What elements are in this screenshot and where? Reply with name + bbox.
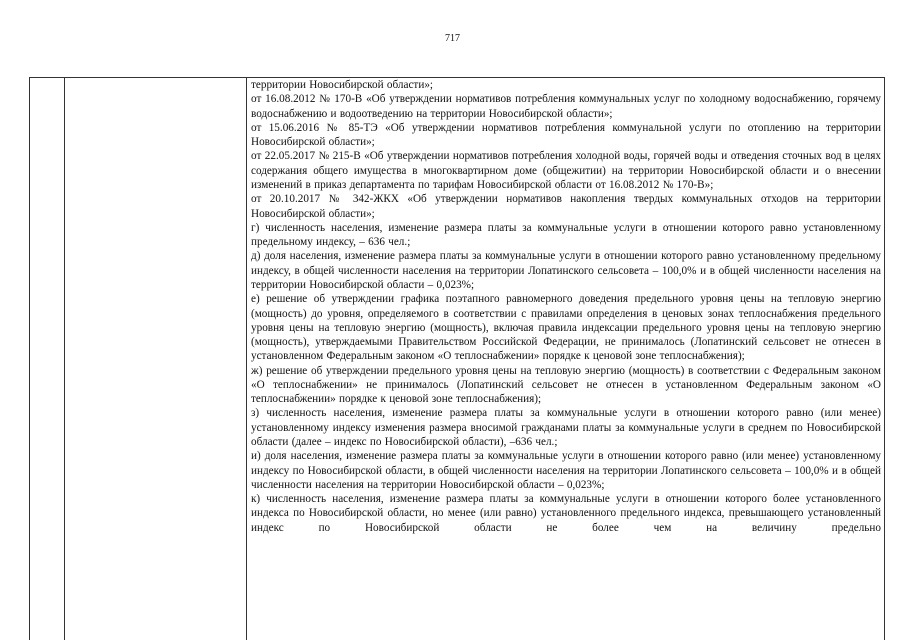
paragraph: от 15.06.2016 № 85-ТЭ «Об утверждении нормативов потребления коммунальной услуги по отоплению на территории Новосибирской области»; xyxy=(251,121,881,149)
paragraph: к) численность населения, изменение размера платы за коммунальные услуги в отношении которого более установленного индекса по Новосибирской области, но менее (или равно) установленного предельного индекса, превышающего установленный индекс по Новосибирской области не более чем на величину предельно xyxy=(251,493,881,534)
table-row xyxy=(30,78,885,640)
content-cell xyxy=(247,78,885,640)
paragraph: ж) решение об утверждении предельного уровня цены на тепловую энергию (мощность) в соответствии с Федеральным законом «О теплоснабжении» не принималось (Лопатинский сельсовет не отнесен в установленном Федеральным законом «О теплоснабжении» порядке к ценовой зоне теплоснабжения); xyxy=(251,364,881,406)
document-table xyxy=(29,77,885,640)
paragraph: е) решение об утверждении графика поэтапного равномерного доведения предельного уровня цены на тепловую энергию (мощность) до уровня, определяемого в соответствии с правилами определения в ценовых зонах теплоснабжения предельного уровня цены на тепловую энергию (мощность), включая правила индексации предельного уровня цены на тепловую энергию (мощность), утверждаемыми Правительством Российской Федерации, не принималось (Лопатинский сельсовет не отнесен в установленном Федеральным законом «О теплоснабжении» порядке к ценовой зоне теплоснабжения); xyxy=(251,293,881,363)
paragraph: от 16.08.2012 № 170-В «Об утверждении нормативов потребления коммунальных услуг по холодному водоснабжению, горячему водоснабжению и водоотведению на территории Новосибирской области»; xyxy=(251,93,881,120)
row-number-cell xyxy=(30,78,65,640)
paragraph: территории Новосибирской области»; xyxy=(251,79,434,91)
paragraph: з) численность населения, изменение размера платы за коммунальные услуги в отношении которого равно (или менее) установленному индексу изменения размера вносимой гражданами платы за коммунальные услуги в среднем по Новосибирской области (далее – индекс по Новосибирской области), –636 чел.; xyxy=(251,407,881,449)
municipality-cell xyxy=(65,78,247,640)
paragraph: д) доля населения, изменение размера платы за коммунальные услуги в отношении которого равно установленному предельному индексу, в общей численности населения на территории Лопатинского сельсовета – 100,0% и в общей численности населения на территории Новосибирской области – 0,023%; xyxy=(251,250,881,291)
paragraph: и) доля населения, изменение размера платы за коммунальные услуги в отношении которого равно (или менее) установленному индексу по Новосибирской области, в общей численности населения на территории Лопатинского сельсовета – 100,0% и в общей численности населения на территории Новосибирской области – 0,023%; xyxy=(251,450,881,491)
paragraph: от 22.05.2017 № 215-В «Об утверждении нормативов потребления холодной воды, горячей воды и отведения сточных вод в целях содержания общего имущества в многоквартирном доме (общежитии) на территории Новосибирской области и о внесении изменений в приказ департамента по тарифам Новосибирской области от 16.08.2012 № 170-В»; xyxy=(251,150,881,191)
paragraph: г) численность населения, изменение размера платы за коммунальные услуги в отношении которого равно установленному предельному индексу, – 636 чел.; xyxy=(251,221,881,249)
paragraph: от 20.10.2017 № 342-ЖКХ «Об утверждении нормативов накопления твердых коммунальных отходов на территории Новосибирской области»; xyxy=(251,193,881,220)
page-number: 717 xyxy=(445,33,460,44)
